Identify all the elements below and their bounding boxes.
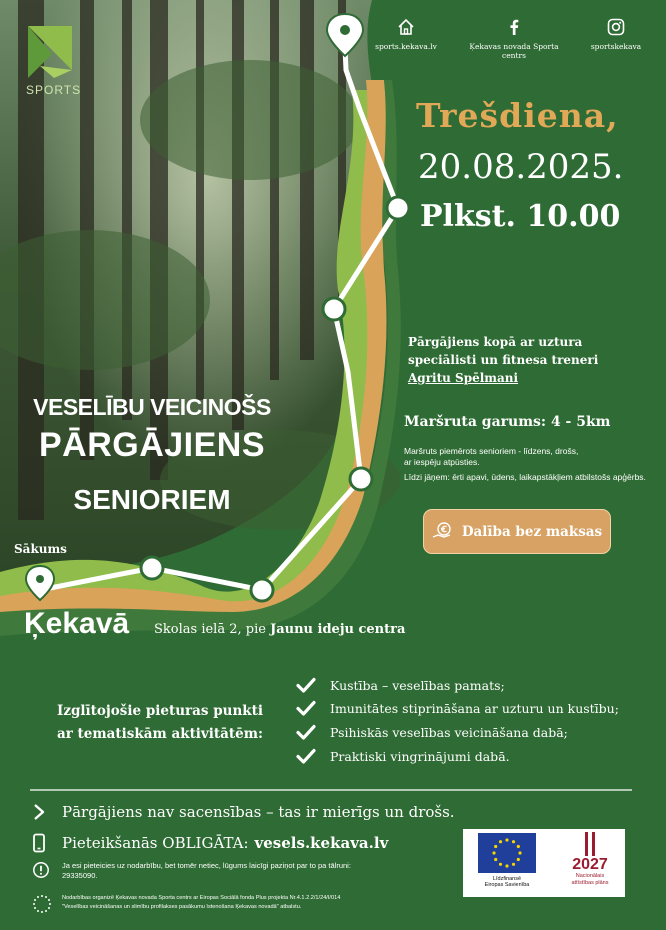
event-day: Trešdiena,: [416, 96, 619, 135]
waypoint: [251, 579, 273, 601]
route-length: Maršruta garums: 4 - 5km: [404, 414, 611, 430]
route-note-2: Līdzi jāņem: ērti apavi, ūdens, laikapstākļiem atbilstošs apģērbs.: [404, 472, 646, 482]
stop-item-label: Psihiskās veselības veicināšana dabā;: [330, 724, 568, 740]
checkmark-icon: [296, 677, 316, 693]
stop-item-label: Imunitātes stiprināšana ar uzturu un kustību;: [330, 700, 619, 716]
intro-description: Pārgājiens kopā ar uztura speciālisti un fitnesa treneri: [408, 335, 599, 367]
nap-bars-icon: [580, 831, 600, 857]
brand-logo-text: SPORTS: [26, 83, 82, 97]
waypoint: [323, 298, 345, 320]
phone-icon: [32, 833, 46, 853]
stop-item-label: Kustība – veselības pamats;: [330, 677, 505, 693]
stops-heading-line-2: ar tematiskām aktivitātēm:: [57, 726, 263, 742]
funding-logos: [463, 829, 625, 897]
waypoint: [141, 557, 163, 579]
chevron-right-icon: [32, 803, 46, 821]
social-instagram[interactable]: [571, 18, 661, 51]
eu-logo: [475, 833, 539, 888]
registration-label: Pieteikšanās OBLIGĀTA:: [62, 834, 249, 852]
funding-row: [32, 894, 462, 914]
checkmark-icon: [296, 700, 316, 716]
waypoint: [350, 468, 372, 490]
free-participation-button[interactable]: [423, 509, 611, 554]
title-line-3: SENIORIEM: [73, 484, 231, 515]
stops-heading: [40, 700, 280, 746]
social-label: sportskekava: [590, 42, 642, 51]
event-time: Plkst. 10.00: [420, 199, 621, 234]
nap-number: 2027: [572, 856, 608, 873]
social-facebook[interactable]: [469, 18, 559, 60]
social-website[interactable]: [361, 18, 451, 51]
title-line-1: VESELĪBU VEICINOŠS: [33, 394, 271, 420]
notice-row: [32, 861, 382, 881]
stop-item-label: Praktiski vingrinājumi dabā.: [330, 748, 510, 764]
start-address-place: Jaunu ideju centra: [270, 622, 406, 637]
stop-item: [296, 677, 505, 693]
stop-item: [296, 700, 619, 716]
nap-logo: [561, 831, 619, 887]
trainer-name: Agritu Spēlmani: [408, 371, 519, 385]
euro-hand-icon: [432, 522, 454, 542]
stop-item: [296, 748, 510, 764]
start-city: Ķekavā: [24, 607, 130, 640]
eu-stars-icon: [32, 894, 52, 914]
event-date: 20.08.2025.: [418, 147, 624, 187]
eu-caption-1: Līdzfinansē: [492, 876, 522, 882]
checkmark-icon: [296, 724, 316, 740]
social-label: sports.kekava.lv: [375, 42, 437, 51]
free-participation-label: Dalība bez maksas: [461, 523, 603, 540]
home-icon: [397, 18, 415, 36]
nap-caption-2: attīstības plāns: [571, 880, 609, 886]
k-logo-icon: [28, 26, 72, 78]
start-address: [154, 622, 405, 637]
stops-heading-line-1: Izglītojošie pieturas punkti: [57, 703, 263, 719]
safety-row: [32, 803, 455, 821]
route-note-1: Maršruts piemērots senioriem - līdzens, drošs, ar iespēju atpūsties.: [404, 446, 579, 467]
funding-line-1: Nodarbības organizē Ķekavas novada Sporta centrs ar Eiropas Sociālā fonda Plus projekta Nr.4.1.2.2/1/24/I/014: [62, 895, 341, 901]
title-line-2: PĀRGĀJIENS: [38, 426, 266, 464]
funding-line-2: "Veselības veicināšanas un slimību profilakses pasākumu īstenošana Ķekavas novadā" atbalstu.: [62, 904, 302, 910]
eu-caption-2: Eiropas Savienība: [484, 882, 530, 888]
funding-text: [62, 894, 462, 912]
registration-link[interactable]: vesels.kekava.lv: [254, 834, 389, 852]
safety-text: Pārgājiens nav sacensības – tas ir mierīgs un drošs.: [62, 803, 455, 821]
checkmark-icon: [296, 748, 316, 764]
intro-text: [408, 333, 638, 387]
notice-text: Ja esi pieteicies uz nodarbību, bet tomēr netiec, lūgums laicīgi paziņot par to pa tālruni: 29335090.: [62, 861, 351, 880]
registration-row: [32, 833, 388, 853]
start-address-street: Skolas ielā 2, pie: [154, 622, 266, 637]
start-label: Sākums: [14, 542, 67, 556]
instagram-icon: [607, 18, 625, 36]
stop-item: [296, 724, 568, 740]
waypoint: [387, 197, 409, 219]
social-label: Ķekavas novada Sporta centrs: [469, 42, 559, 60]
facebook-icon: [505, 18, 523, 36]
eu-flag-icon: [478, 833, 536, 873]
info-alert-icon: [32, 861, 50, 879]
nap-caption-1: Nacionālais: [575, 873, 605, 879]
